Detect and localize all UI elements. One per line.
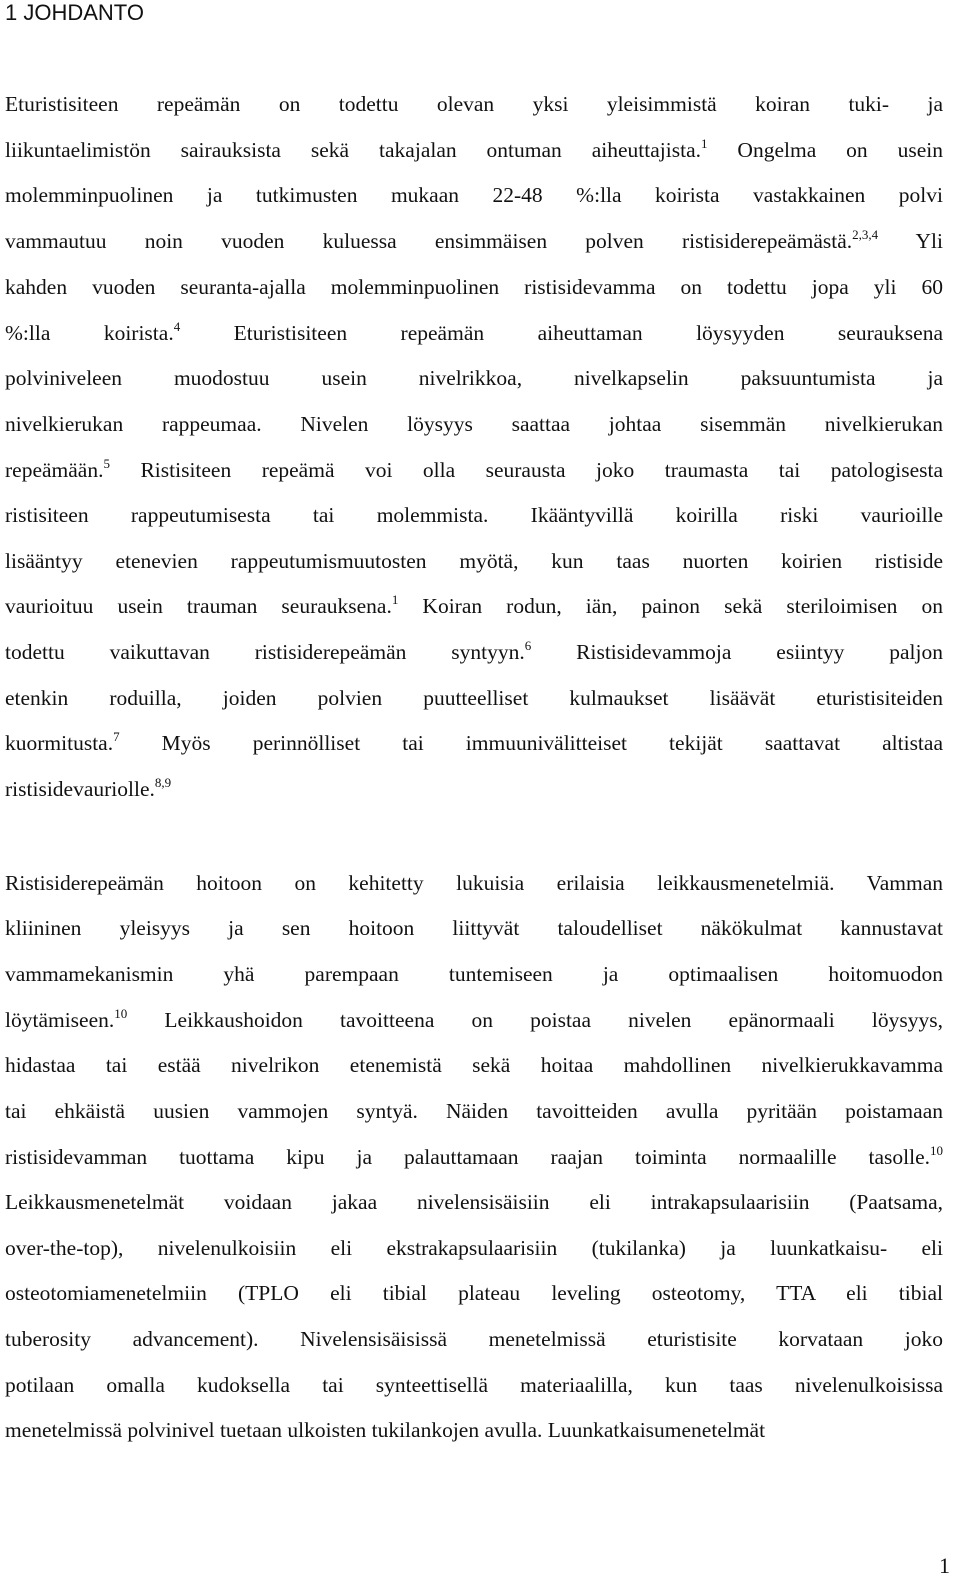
text-segment: vammamekanismin yhä parempaan tuntemiseen ja optimaalisen hoitomuodon xyxy=(5,962,943,986)
text-segment: etenkin roduilla, joiden polvien puutteelliset kulmaukset lisäävät eturistisiteiden xyxy=(5,686,943,710)
citation-superscript: 1 xyxy=(391,592,399,607)
text-line xyxy=(5,319,943,347)
text-segment: tai ehkäistä uusien vammojen syntyä. Näiden tavoitteiden avulla pyritään poistamaan xyxy=(5,1099,943,1123)
text-segment: Ristisiteen repeämä voi olla seurausta joko traumasta tai patologisesta xyxy=(109,458,943,482)
text-segment: Eturistisiteen repeämän aiheuttaman löysyyden seurauksena xyxy=(180,321,943,345)
text-line xyxy=(5,1279,943,1307)
text-line xyxy=(5,227,943,255)
text-line xyxy=(5,1325,943,1353)
text-segment: menetelmissä polvinivel tuetaan ulkoisten tukilankojen avulla. Luunkatkaisumenetelmät xyxy=(5,1418,766,1442)
text-line xyxy=(5,1416,765,1444)
text-segment: Eturistisiteen repeämän on todettu olevan yksi yleisimmistä koiran tuki- ja xyxy=(5,92,943,116)
text-line xyxy=(5,914,943,942)
text-line xyxy=(5,90,943,118)
text-line xyxy=(5,960,943,988)
citation-superscript: 5 xyxy=(103,456,110,471)
citation-superscript: 2,3,4 xyxy=(852,227,879,242)
text-line xyxy=(5,1188,943,1216)
text-segment: ristisiteen rappeutumisesta tai molemmista. Ikääntyvillä koirilla riski vaurioille xyxy=(5,503,943,527)
text-segment: lisääntyy etenevien rappeutumismuutosten myötä, kun taas nuorten koirien ristiside xyxy=(5,549,943,573)
text-segment: nivelkierukan rappeumaa. Nivelen löysyys saattaa johtaa sisemmän nivelkierukan xyxy=(5,412,943,436)
text-segment: Koiran rodun, iän, painon sekä steriloimisen on xyxy=(398,594,943,618)
text-line xyxy=(5,273,943,301)
text-segment: kahden vuoden seuranta-ajalla molemminpuolinen ristisidevamma on todettu jopa yli 60 xyxy=(5,275,943,299)
text-line xyxy=(5,638,943,666)
text-line xyxy=(5,364,943,392)
text-line xyxy=(5,1097,943,1125)
text-line xyxy=(5,136,943,164)
text-segment: vammautuu noin vuoden kuluessa ensimmäisen polven ristisiderepeämästä. xyxy=(5,229,853,253)
citation-superscript: 1 xyxy=(701,136,708,151)
citation-superscript: 10 xyxy=(930,1143,943,1158)
text-segment: löytämiseen. xyxy=(5,1008,115,1032)
text-segment: Ristisidevammoja esiintyy paljon xyxy=(531,640,943,664)
text-segment: vaurioituu usein trauman seurauksena. xyxy=(5,594,392,618)
page-number: 1 xyxy=(939,1553,950,1578)
text-line xyxy=(5,729,943,757)
text-segment: Ongelma on usein xyxy=(707,138,943,162)
citation-superscript: 6 xyxy=(524,638,532,653)
text-segment: polviniveleen muodostuu usein nivelrikkoa, nivelkapselin paksuuntumista ja xyxy=(5,366,943,390)
text-line xyxy=(5,456,943,484)
text-segment: molemminpuolinen ja tutkimusten mukaan 22-48 %:lla koirista vastakkainen polvi xyxy=(5,183,943,207)
text-segment: liikuntaelimistön sairauksista sekä takajalan ontuman aiheuttajista. xyxy=(5,138,701,162)
text-line xyxy=(5,501,943,529)
text-line xyxy=(5,775,171,803)
section-heading: 1 JOHDANTO xyxy=(5,0,144,25)
text-segment: kuormitusta. xyxy=(5,731,114,755)
text-line xyxy=(5,684,943,712)
text-segment: kliininen yleisyys ja sen hoitoon liittyvät taloudelliset näkökulmat kannustavat xyxy=(5,916,943,940)
text-segment: ristisidevauriolle. xyxy=(5,777,155,801)
text-line xyxy=(5,592,943,620)
text-segment: osteotomiamenetelmiin (TPLO eli tibial plateau leveling osteotomy, TTA eli tibial xyxy=(5,1281,943,1305)
text-line xyxy=(5,547,943,575)
text-segment: %:lla koirista. xyxy=(5,321,174,345)
citation-superscript: 4 xyxy=(173,319,181,334)
text-segment: repeämään. xyxy=(5,458,104,482)
text-segment: ristisidevamman tuottama kipu ja palauttamaan raajan toiminta normaalille tasolle. xyxy=(5,1145,930,1169)
text-segment: hidastaa tai estää nivelrikon etenemistä sekä hoitaa mahdollinen nivelkierukkavamma xyxy=(5,1053,943,1077)
text-segment: potilaan omalla kudoksella tai synteettisellä materiaalilla, kun taas nivelenulkoisissa xyxy=(5,1373,943,1397)
text-segment: Myös perinnölliset tai immuunivälitteiset tekijät saattavat altistaa xyxy=(119,731,943,755)
text-line xyxy=(5,869,943,897)
citation-superscript: 10 xyxy=(114,1006,128,1021)
text-line xyxy=(5,1234,943,1262)
text-line xyxy=(5,1371,943,1399)
text-line xyxy=(5,1006,943,1034)
text-segment: todettu vaikuttavan ristisiderepeämän syntyyn. xyxy=(5,640,525,664)
text-line xyxy=(5,1051,943,1079)
text-line xyxy=(5,410,943,438)
text-segment: tuberosity advancement). Nivelensisäisissä menetelmissä eturistisite korvataan joko xyxy=(5,1327,943,1351)
text-segment: Leikkaushoidon tavoitteena on poistaa nivelen epänormaali löysyys, xyxy=(127,1008,943,1032)
text-segment: Ristisiderepeämän hoitoon on kehitetty lukuisia erilaisia leikkausmenetelmiä. Vamman xyxy=(5,871,943,895)
text-segment: Yli xyxy=(878,229,943,253)
text-segment: Leikkausmenetelmät voidaan jakaa nivelensisäisiin eli intrakapsulaarisiin (Paatsama, xyxy=(5,1190,943,1214)
text-line xyxy=(5,1143,943,1171)
citation-superscript: 8,9 xyxy=(154,775,172,790)
citation-superscript: 7 xyxy=(113,729,120,744)
text-line xyxy=(5,181,943,209)
text-segment: over-the-top), nivelenulkoisiin eli ekstrakapsulaarisiin (tukilanka) ja luunkatkaisu- eli xyxy=(5,1236,943,1260)
